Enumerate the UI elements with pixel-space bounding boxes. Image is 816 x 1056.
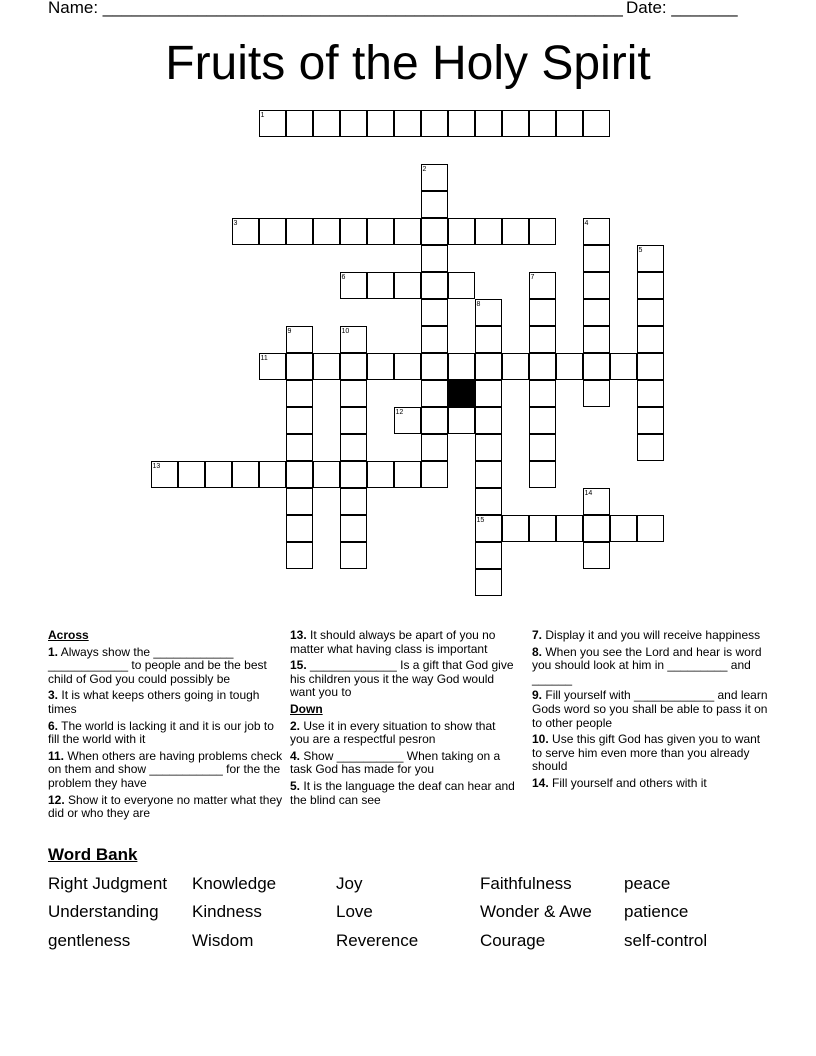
grid-cell[interactable]: [529, 218, 556, 245]
clue-number: 10: [341, 327, 350, 335]
clues-column-2: [290, 629, 516, 810]
grid-cell[interactable]: [502, 515, 529, 542]
grid-cell[interactable]: [340, 272, 367, 299]
word-bank-item: Reverence: [336, 931, 419, 950]
clue-number: 11: [260, 354, 268, 362]
grid-cell[interactable]: [583, 353, 610, 380]
grid-cell[interactable]: [367, 461, 394, 488]
word-bank-title: Word Bank: [48, 845, 138, 864]
grid-cell[interactable]: [637, 434, 664, 461]
date-field-label: Date: _______: [626, 0, 738, 17]
word-bank-item: Love: [336, 902, 373, 921]
grid-cell[interactable]: [475, 299, 502, 326]
grid-cell[interactable]: [286, 110, 313, 137]
grid-cell[interactable]: [556, 110, 583, 137]
grid-cell[interactable]: [421, 434, 448, 461]
clues-column-3: [532, 629, 768, 794]
word-bank-item: self-control: [624, 931, 708, 950]
grid-cell[interactable]: [340, 380, 367, 407]
grid-cell[interactable]: [502, 218, 529, 245]
word-bank-item: Understanding: [48, 902, 159, 921]
clue-across-15: 15. _____________ Is a gift that God give his children yous it the way God would want you to: [290, 658, 514, 700]
grid-cell[interactable]: [313, 110, 340, 137]
word-bank-item: gentleness: [48, 931, 131, 950]
grid-cell[interactable]: [529, 515, 556, 542]
word-bank-item: Courage: [480, 931, 546, 950]
grid-cell[interactable]: [529, 353, 556, 380]
grid-cell[interactable]: [394, 110, 421, 137]
grid-cell[interactable]: [637, 245, 664, 272]
grid-cell[interactable]: [232, 461, 259, 488]
grid-cell[interactable]: [313, 218, 340, 245]
grid-cell[interactable]: [448, 272, 475, 299]
clue-down-2: 2. Use it in every situation to show that you are a respectful pesron: [290, 718, 496, 747]
name-field-label: Name: _______________________________________________________: [48, 0, 623, 17]
clue-number: 5: [638, 246, 643, 254]
grid-cell[interactable]: [286, 461, 313, 488]
word-bank-item: Joy: [336, 874, 363, 893]
grid-cell[interactable]: [232, 218, 259, 245]
grid-cell[interactable]: [313, 461, 340, 488]
grid-cell[interactable]: [556, 515, 583, 542]
grid-cell[interactable]: [286, 515, 313, 542]
clue-down-14: 14. Fill yourself and others with it: [532, 775, 707, 790]
grid-cell[interactable]: [259, 218, 286, 245]
grid-cell[interactable]: [529, 434, 556, 461]
clue-across-1: 1. Always show the ____________ ____________ to people and be the best child of God you could possibly be: [48, 644, 267, 686]
grid-cell[interactable]: [367, 272, 394, 299]
grid-cell[interactable]: [286, 353, 313, 380]
grid-cell[interactable]: [367, 110, 394, 137]
grid-cell[interactable]: [583, 542, 610, 569]
grid-cell[interactable]: [286, 380, 313, 407]
grid-cell[interactable]: [583, 515, 610, 542]
clue-down-7: 7. Display it and you will receive happiness: [532, 628, 761, 642]
word-bank-item: Right Judgment: [48, 874, 168, 893]
grid-cell[interactable]: [475, 569, 502, 596]
grid-cell[interactable]: [340, 110, 367, 137]
grid-cell[interactable]: [421, 326, 448, 353]
grid-cell[interactable]: [340, 326, 367, 353]
grid-cell[interactable]: [637, 407, 664, 434]
clue-number: 1: [260, 111, 265, 119]
grid-cell[interactable]: [394, 272, 421, 299]
page-title: Fruits of the Holy Spirit: [165, 37, 651, 90]
grid-cell[interactable]: [367, 218, 394, 245]
grid-cell[interactable]: [448, 407, 475, 434]
grid-cell[interactable]: [286, 542, 313, 569]
clues-column-1: [48, 629, 284, 824]
grid-cell[interactable]: [394, 407, 421, 434]
grid-cell[interactable]: [475, 218, 502, 245]
grid-cell[interactable]: [448, 110, 475, 137]
clue-down-9: 9. Fill yourself with ____________ and learn Gods word so you shall be able to pass it on to other people: [532, 688, 768, 730]
grid-cell[interactable]: [421, 380, 448, 407]
word-bank-item: Knowledge: [192, 874, 277, 893]
grid-cell[interactable]: [421, 191, 448, 218]
clue-number: 3: [233, 219, 238, 227]
grid-cell[interactable]: [610, 353, 637, 380]
grid-cell[interactable]: [421, 461, 448, 488]
grid-cell[interactable]: [340, 434, 367, 461]
grid-cell[interactable]: [583, 380, 610, 407]
clue-down-10: 10. Use this gift God has given you to want to serve him even more than you already should: [532, 732, 761, 774]
grid-cell[interactable]: [286, 326, 313, 353]
grid-cell[interactable]: [637, 515, 664, 542]
grid-cell[interactable]: [502, 110, 529, 137]
grid-cell[interactable]: [475, 110, 502, 137]
grid-cell[interactable]: [529, 326, 556, 353]
grid-cell[interactable]: [475, 326, 502, 353]
grid-cell[interactable]: [421, 407, 448, 434]
clue-number: 7: [530, 273, 535, 281]
grid-cell[interactable]: [340, 461, 367, 488]
grid-cell[interactable]: [421, 353, 448, 380]
word-bank-item: peace: [624, 874, 671, 893]
grid-cell[interactable]: [421, 110, 448, 137]
clue-number: 2: [422, 165, 427, 173]
clue-number: 12: [395, 408, 404, 416]
grid-cell[interactable]: [448, 353, 475, 380]
clue-number: 14: [584, 489, 593, 497]
grid-cell[interactable]: [475, 434, 502, 461]
grid-cell[interactable]: [421, 299, 448, 326]
grid-cell[interactable]: [583, 488, 610, 515]
grid-cell[interactable]: [529, 110, 556, 137]
clue-number: 13: [152, 462, 161, 470]
grid-cell[interactable]: [286, 434, 313, 461]
grid-cell[interactable]: [313, 353, 340, 380]
grid-cell[interactable]: [475, 353, 502, 380]
grid-cell[interactable]: [529, 272, 556, 299]
grid-cell[interactable]: [340, 542, 367, 569]
grid-cell[interactable]: [637, 353, 664, 380]
grid-cell[interactable]: [475, 488, 502, 515]
clue-down-4: 4. Show __________ When taking on a task God has made for you: [290, 748, 501, 777]
grid-cell[interactable]: [637, 326, 664, 353]
word-bank-item: Faithfulness: [480, 874, 572, 893]
word-bank-item: patience: [624, 902, 689, 921]
grid-cell[interactable]: [394, 461, 421, 488]
grid-cell[interactable]: [340, 353, 367, 380]
grid-cell[interactable]: [583, 326, 610, 353]
grid-cell[interactable]: [637, 299, 664, 326]
grid-cell[interactable]: [286, 218, 313, 245]
grid-cell[interactable]: [583, 272, 610, 299]
clue-number: 15: [476, 516, 485, 524]
clue-across-11: 11. When others are having problems check on them and show ___________ for the the problem they have: [48, 748, 283, 790]
grid-cell[interactable]: [529, 461, 556, 488]
grid-cell[interactable]: [529, 380, 556, 407]
grid-cell[interactable]: [259, 461, 286, 488]
clue-across-12: 12. Show it to everyone no matter what they did or who they are: [48, 792, 283, 821]
clue-number: 6: [341, 273, 346, 281]
clue-number: 9: [287, 327, 292, 335]
grid-cell[interactable]: [421, 272, 448, 299]
grid-cell[interactable]: [529, 299, 556, 326]
grid-cell[interactable]: [421, 245, 448, 272]
grid-cell[interactable]: [394, 218, 421, 245]
grid-cell[interactable]: [475, 407, 502, 434]
grid-cell[interactable]: [259, 110, 286, 137]
grid-cell[interactable]: [340, 407, 367, 434]
grid-cell[interactable]: [421, 164, 448, 191]
grid-cell[interactable]: [637, 272, 664, 299]
clue-number: 8: [476, 300, 481, 308]
grid-cell[interactable]: [340, 488, 367, 515]
grid-cell[interactable]: [529, 407, 556, 434]
word-bank-item: Wonder & Awe: [480, 902, 592, 921]
grid-cell[interactable]: [367, 353, 394, 380]
grid-cell[interactable]: [151, 461, 178, 488]
grid-cell[interactable]: [502, 353, 529, 380]
blocked-cell: [448, 380, 475, 407]
grid-cell[interactable]: [637, 380, 664, 407]
down-heading: Down: [290, 701, 323, 716]
grid-cell[interactable]: [394, 353, 421, 380]
clue-down-5: 5. It is the language the deaf can hear and the blind can see: [290, 778, 515, 807]
grid-cell[interactable]: [475, 380, 502, 407]
clue-across-3: 3. It is what keeps others going in tough times: [48, 688, 260, 716]
clue-number: 4: [584, 219, 589, 227]
across-heading: Across: [48, 628, 89, 642]
grid-cell[interactable]: [556, 353, 583, 380]
grid-cell[interactable]: [475, 542, 502, 569]
grid-cell[interactable]: [286, 407, 313, 434]
clue-across-13: 13. It should always be apart of you no matter what having class is important: [290, 628, 496, 656]
grid-cell[interactable]: [286, 488, 313, 515]
grid-cell[interactable]: [178, 461, 205, 488]
grid-cell[interactable]: [583, 110, 610, 137]
grid-cell[interactable]: [340, 515, 367, 542]
grid-cell[interactable]: [340, 218, 367, 245]
grid-cell[interactable]: [583, 218, 610, 245]
grid-cell[interactable]: [475, 461, 502, 488]
grid-cell[interactable]: [448, 218, 475, 245]
grid-cell[interactable]: [205, 461, 232, 488]
word-bank-item: Wisdom: [192, 931, 254, 950]
clue-down-8: 8. When you see the Lord and hear is word you should look at him in _________ and ______: [532, 644, 762, 686]
grid-cell[interactable]: [583, 299, 610, 326]
grid-cell[interactable]: [583, 245, 610, 272]
grid-cell[interactable]: [475, 515, 502, 542]
grid-cell[interactable]: [259, 353, 286, 380]
word-bank-item: Kindness: [192, 902, 262, 921]
grid-cell[interactable]: [610, 515, 637, 542]
grid-cell[interactable]: [421, 218, 448, 245]
clue-across-6: 6. The world is lacking it and it is our job to fill the world with it: [48, 718, 274, 747]
